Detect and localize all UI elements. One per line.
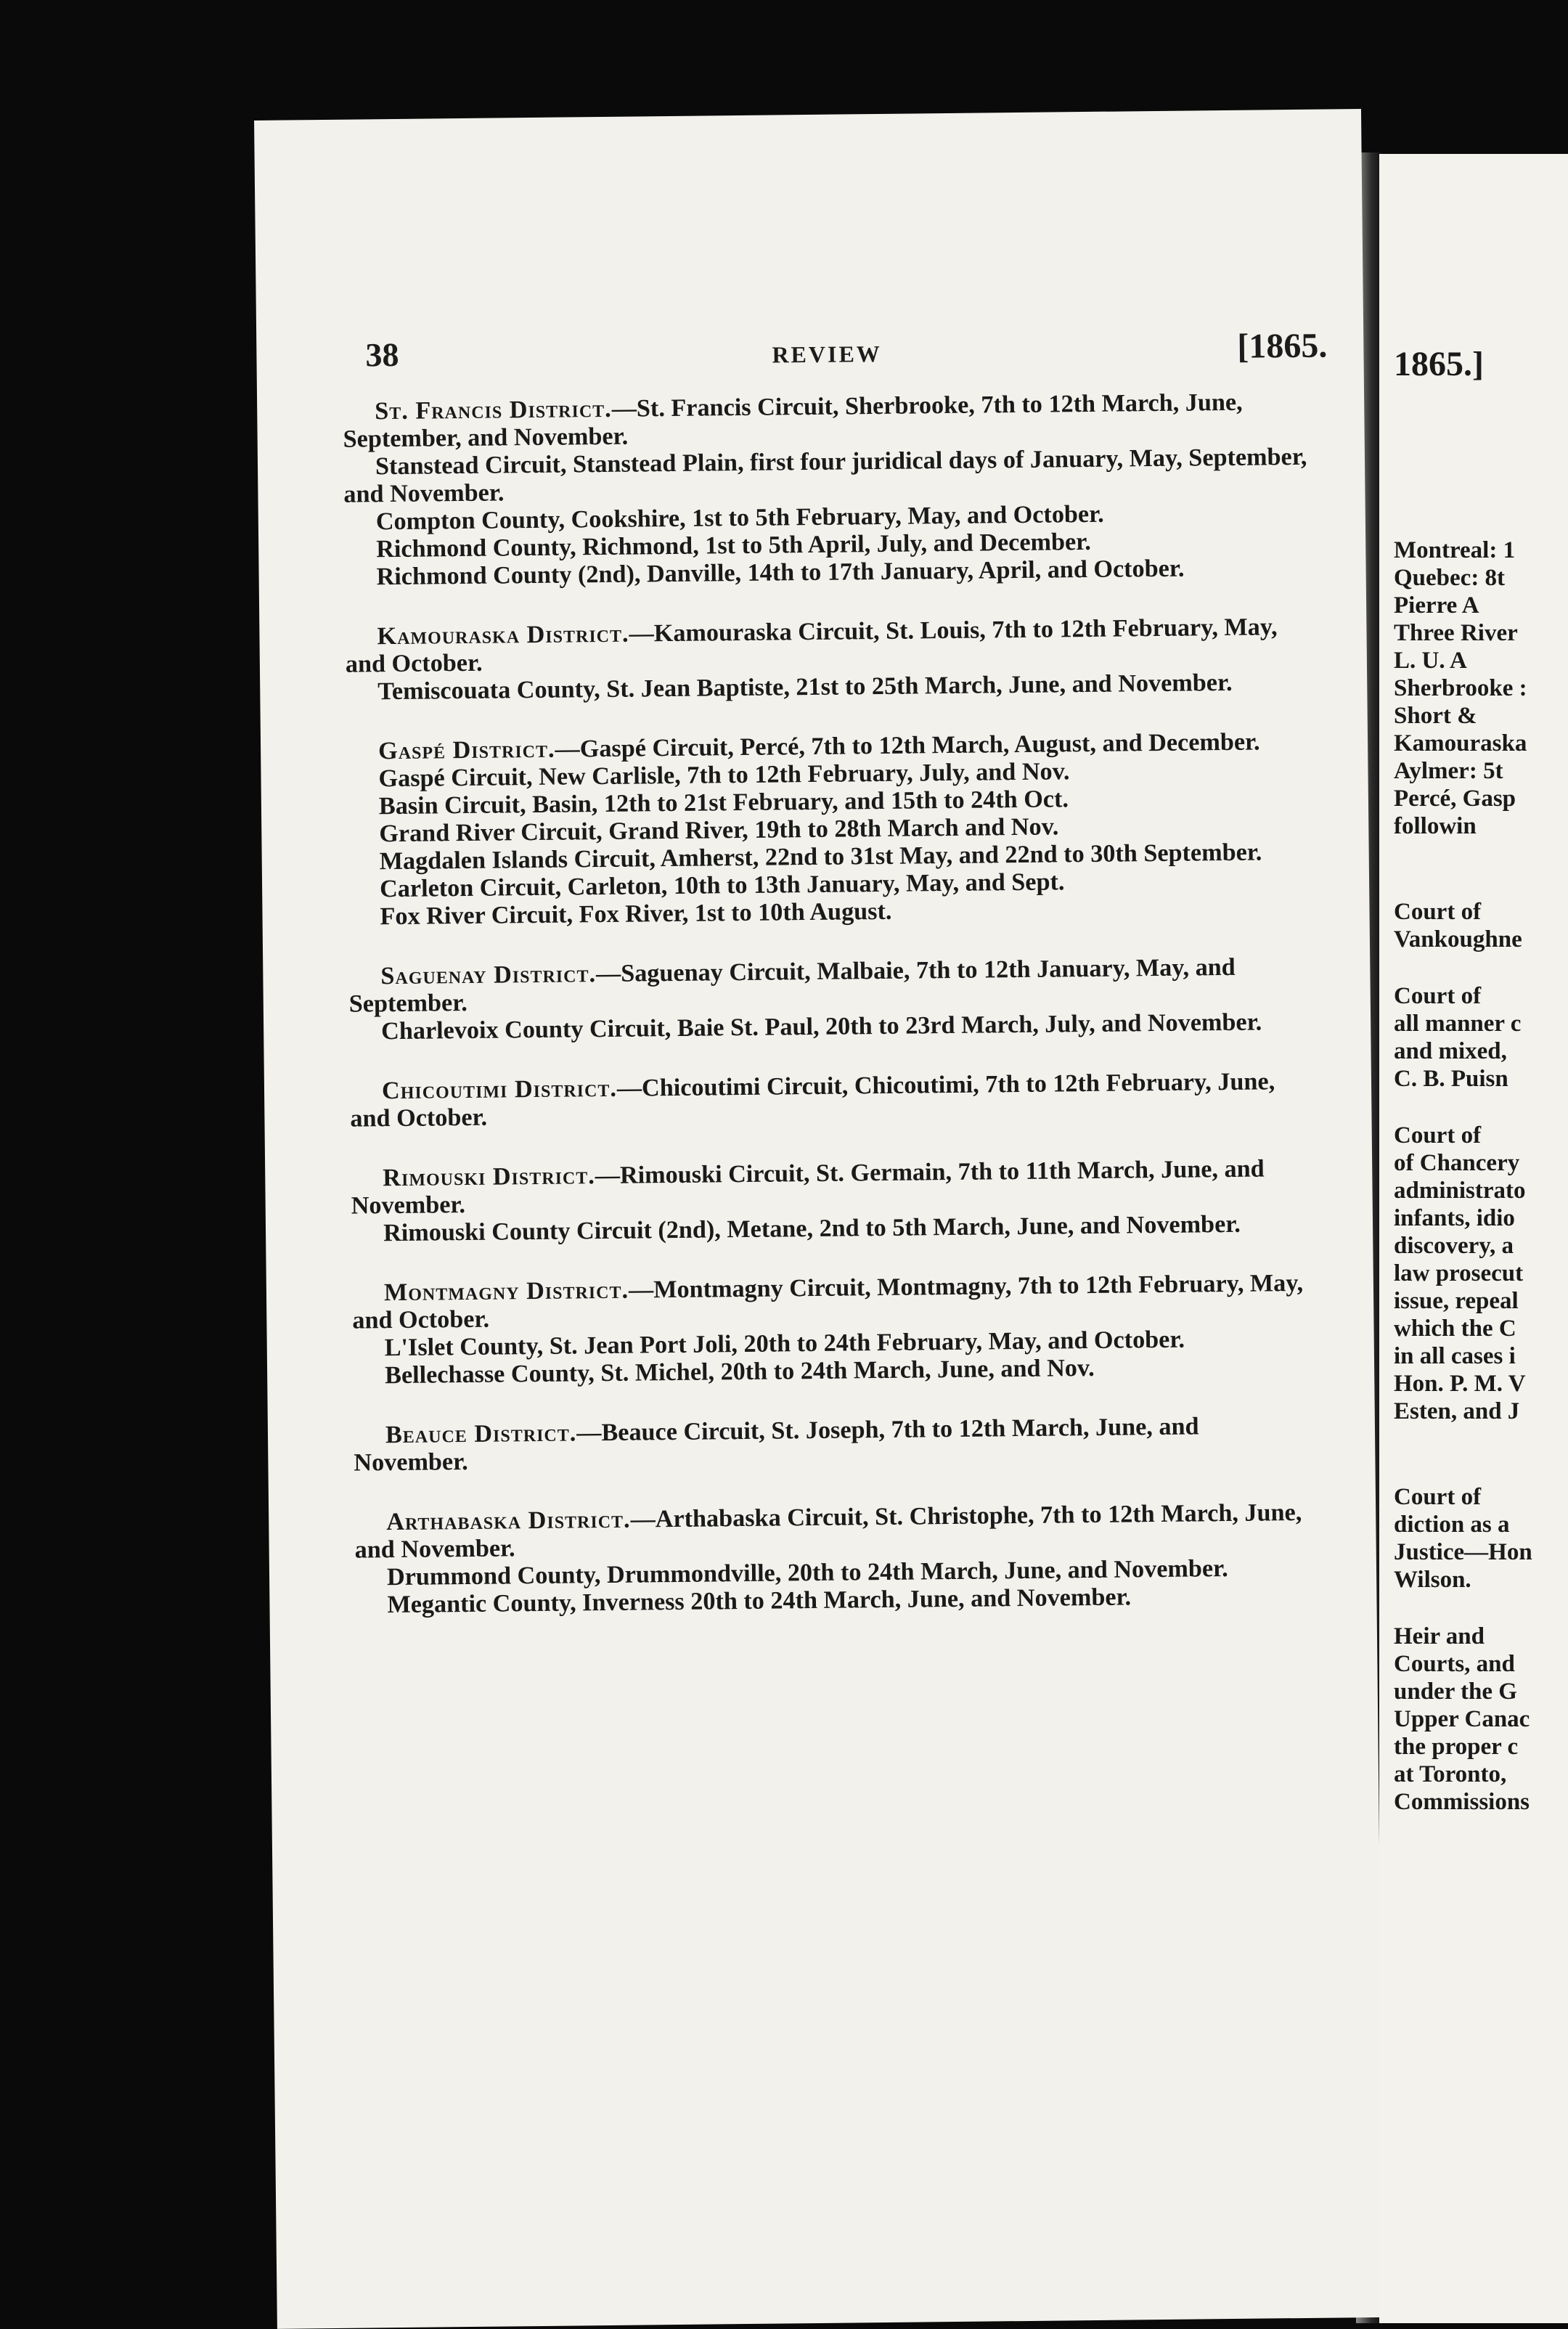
right-text-line: Court of xyxy=(1394,983,1482,1009)
right-text-line: C. B. Puisn xyxy=(1394,1066,1508,1092)
left-page xyxy=(254,109,1384,2329)
right-text-line: at Toronto, xyxy=(1394,1761,1507,1787)
district-section xyxy=(354,1499,1321,1620)
right-text-line: Justice—Hon xyxy=(1394,1539,1532,1565)
entry-text: Stanstead Circuit, Stanstead Plain, first four juridical days of January, May, September, and November. xyxy=(343,443,1307,508)
entry-text: Megantic County, Inverness 20th to 24th March, June, and November. xyxy=(387,1583,1132,1619)
entry-text: —Chicoutimi Circuit, Chicoutimi, 7th to 12th February, June, and October. xyxy=(350,1068,1275,1133)
entry-text: Temiscouata County, St. Jean Baptiste, 21st to 25th March, June, and November. xyxy=(377,669,1233,706)
right-text-line: under the G xyxy=(1394,1679,1517,1705)
right-text-line: Court of xyxy=(1394,899,1482,925)
district-entry xyxy=(354,1412,1320,1477)
entry-text: Richmond County (2nd), Danville, 14th to 17th January, April, and October. xyxy=(376,555,1185,591)
right-text-line: administrato xyxy=(1394,1178,1526,1204)
district-heading: Montmagny District. xyxy=(383,1276,629,1307)
district-entry xyxy=(354,1499,1320,1565)
right-text-line: Commissions xyxy=(1394,1789,1530,1815)
district-section xyxy=(345,613,1311,706)
entry-text: L'Islet County, St. Jean Port Joli, 20th to 24th February, May, and October. xyxy=(384,1326,1185,1362)
right-text-line: law prosecut xyxy=(1394,1260,1524,1286)
page-number: 38 xyxy=(365,335,399,374)
right-text-line: in all cases i xyxy=(1394,1343,1516,1369)
right-header-year: 1865.] xyxy=(1394,345,1484,383)
district-heading: Chicoutimi District. xyxy=(381,1074,618,1105)
district-entry xyxy=(352,1270,1318,1335)
district-entry xyxy=(351,1155,1317,1220)
district-heading: Arthabaska District. xyxy=(386,1506,631,1536)
district-entry xyxy=(348,953,1315,1019)
right-text-line: and mixed, xyxy=(1394,1038,1507,1064)
right-text-line: L. U. A xyxy=(1394,648,1467,674)
entry-text: —St. Francis Circuit, Sherbrooke, 7th to 12th March, June, September, and November. xyxy=(343,388,1243,453)
district-listing xyxy=(343,388,1321,1620)
right-text-line: Hon. P. M. V xyxy=(1394,1371,1526,1397)
right-text-line: issue, repeal xyxy=(1394,1288,1519,1314)
entry-text: Drummond County, Drummondville, 20th to 24th March, June, and November. xyxy=(386,1555,1228,1591)
right-text-line: Courts, and xyxy=(1394,1651,1515,1677)
entry-text: —Saguenay Circuit, Malbaie, 7th to 12th January, May, and September. xyxy=(348,953,1236,1018)
right-page-text xyxy=(1394,344,1568,1816)
right-text-line: Upper Canac xyxy=(1394,1706,1530,1732)
district-heading: Rimouski District. xyxy=(383,1162,596,1192)
right-text-line: the proper c xyxy=(1394,1734,1519,1760)
district-entry xyxy=(345,613,1311,679)
running-title: REVIEW xyxy=(772,340,882,368)
right-text-line: Court of xyxy=(1394,1122,1482,1149)
district-section xyxy=(346,728,1314,931)
entry-text: Basin Circuit, Basin, 12th to 21st February, and 15th to 24th Oct. xyxy=(378,786,1069,820)
right-text-line: Short & xyxy=(1394,703,1477,729)
entry-text: —Beauce Circuit, St. Joseph, 7th to 12th March, June, and November. xyxy=(354,1413,1199,1477)
right-text-line: diction as a xyxy=(1394,1512,1510,1538)
district-heading: Saguenay District. xyxy=(380,960,597,990)
entry-text: Carleton Circuit, Carleton, 10th to 13th January, May, and Sept. xyxy=(379,868,1065,903)
entry-text: Charlevoix County Circuit, Baie St. Paul, 20th to 23rd March, July, and November. xyxy=(380,1008,1262,1045)
right-text-line: infants, idio xyxy=(1394,1205,1515,1231)
entry-text: —Montmagny Circuit, Montmagny, 7th to 12th February, May, and October. xyxy=(352,1269,1304,1334)
right-text-line: Kamouraska xyxy=(1394,730,1527,756)
district-section xyxy=(348,953,1315,1046)
entry-text: —Kamouraska Circuit, St. Louis, 7th to 12th February, May, and October. xyxy=(345,613,1278,678)
district-section xyxy=(352,1270,1319,1390)
district-heading: St. Francis District. xyxy=(375,395,612,425)
right-text-line: Wilson. xyxy=(1394,1567,1471,1593)
entry-text: Compton County, Cookshire, 1st to 5th February, May, and October. xyxy=(375,500,1104,536)
right-text-line: Three River xyxy=(1394,620,1518,646)
entry-text: Gaspé Circuit, New Carlisle, 7th to 12th February, July, and Nov. xyxy=(378,758,1070,793)
entry-text: —Rimouski Circuit, St. Germain, 7th to 11th March, June, and November. xyxy=(351,1155,1265,1220)
entry-text: Richmond County, Richmond, 1st to 5th April, July, and December. xyxy=(376,528,1091,563)
right-text-line: all manner c xyxy=(1394,1011,1522,1037)
right-text-line: Quebec: 8t xyxy=(1394,565,1506,591)
district-section xyxy=(343,388,1310,592)
right-text-line: Vankoughne xyxy=(1394,926,1522,953)
right-text-line: Aylmer: 5t xyxy=(1394,758,1503,784)
district-heading: Beauce District. xyxy=(385,1419,577,1449)
right-text-line: discovery, a xyxy=(1394,1233,1514,1259)
right-text-line: Esten, and J xyxy=(1394,1398,1520,1424)
right-text-line: Sherbrooke : xyxy=(1394,675,1527,701)
entry-text: Grand River Circuit, Grand River, 19th to 28th March and Nov. xyxy=(379,813,1059,848)
district-heading: Gaspé District. xyxy=(377,735,555,765)
district-section xyxy=(354,1412,1320,1477)
entry-text: Rimouski County Circuit (2nd), Metane, 2nd to 5th March, June, and November. xyxy=(383,1210,1241,1247)
header-year: [1865. xyxy=(1237,326,1328,366)
right-text-line: Percé, Gasp xyxy=(1394,786,1516,812)
district-section xyxy=(351,1155,1317,1248)
district-section xyxy=(350,1068,1316,1133)
right-text-line: Montreal: 1 xyxy=(1394,537,1516,563)
entry-text: Magdalen Islands Circuit, Amherst, 22nd to 31st May, and 22nd to 30th September. xyxy=(379,839,1262,876)
right-text-line: Court of xyxy=(1394,1484,1482,1510)
district-heading: Kamouraska District. xyxy=(377,620,629,650)
right-text-line: Pierre A xyxy=(1394,592,1479,619)
entry-text: —Gaspé Circuit, Percé, 7th to 12th March, August, and December. xyxy=(555,728,1260,763)
entry-text: —Arthabaska Circuit, St. Christophe, 7th to 12th March, June, and November. xyxy=(354,1498,1302,1564)
page-header xyxy=(365,326,1328,380)
right-text-line: Heir and xyxy=(1394,1623,1485,1649)
right-page xyxy=(1379,154,1568,2323)
district-entry xyxy=(350,1068,1316,1133)
right-text-line: followin xyxy=(1394,813,1477,839)
district-entry xyxy=(343,388,1309,454)
circuit-entry xyxy=(343,444,1310,509)
right-text-line: of Chancery xyxy=(1394,1150,1520,1176)
entry-text: Bellechasse County, St. Michel, 20th to 24th March, June, and Nov. xyxy=(384,1354,1095,1390)
entry-text: Fox River Circuit, Fox River, 1st to 10th August. xyxy=(380,897,892,931)
right-text-line: which the C xyxy=(1394,1316,1516,1342)
